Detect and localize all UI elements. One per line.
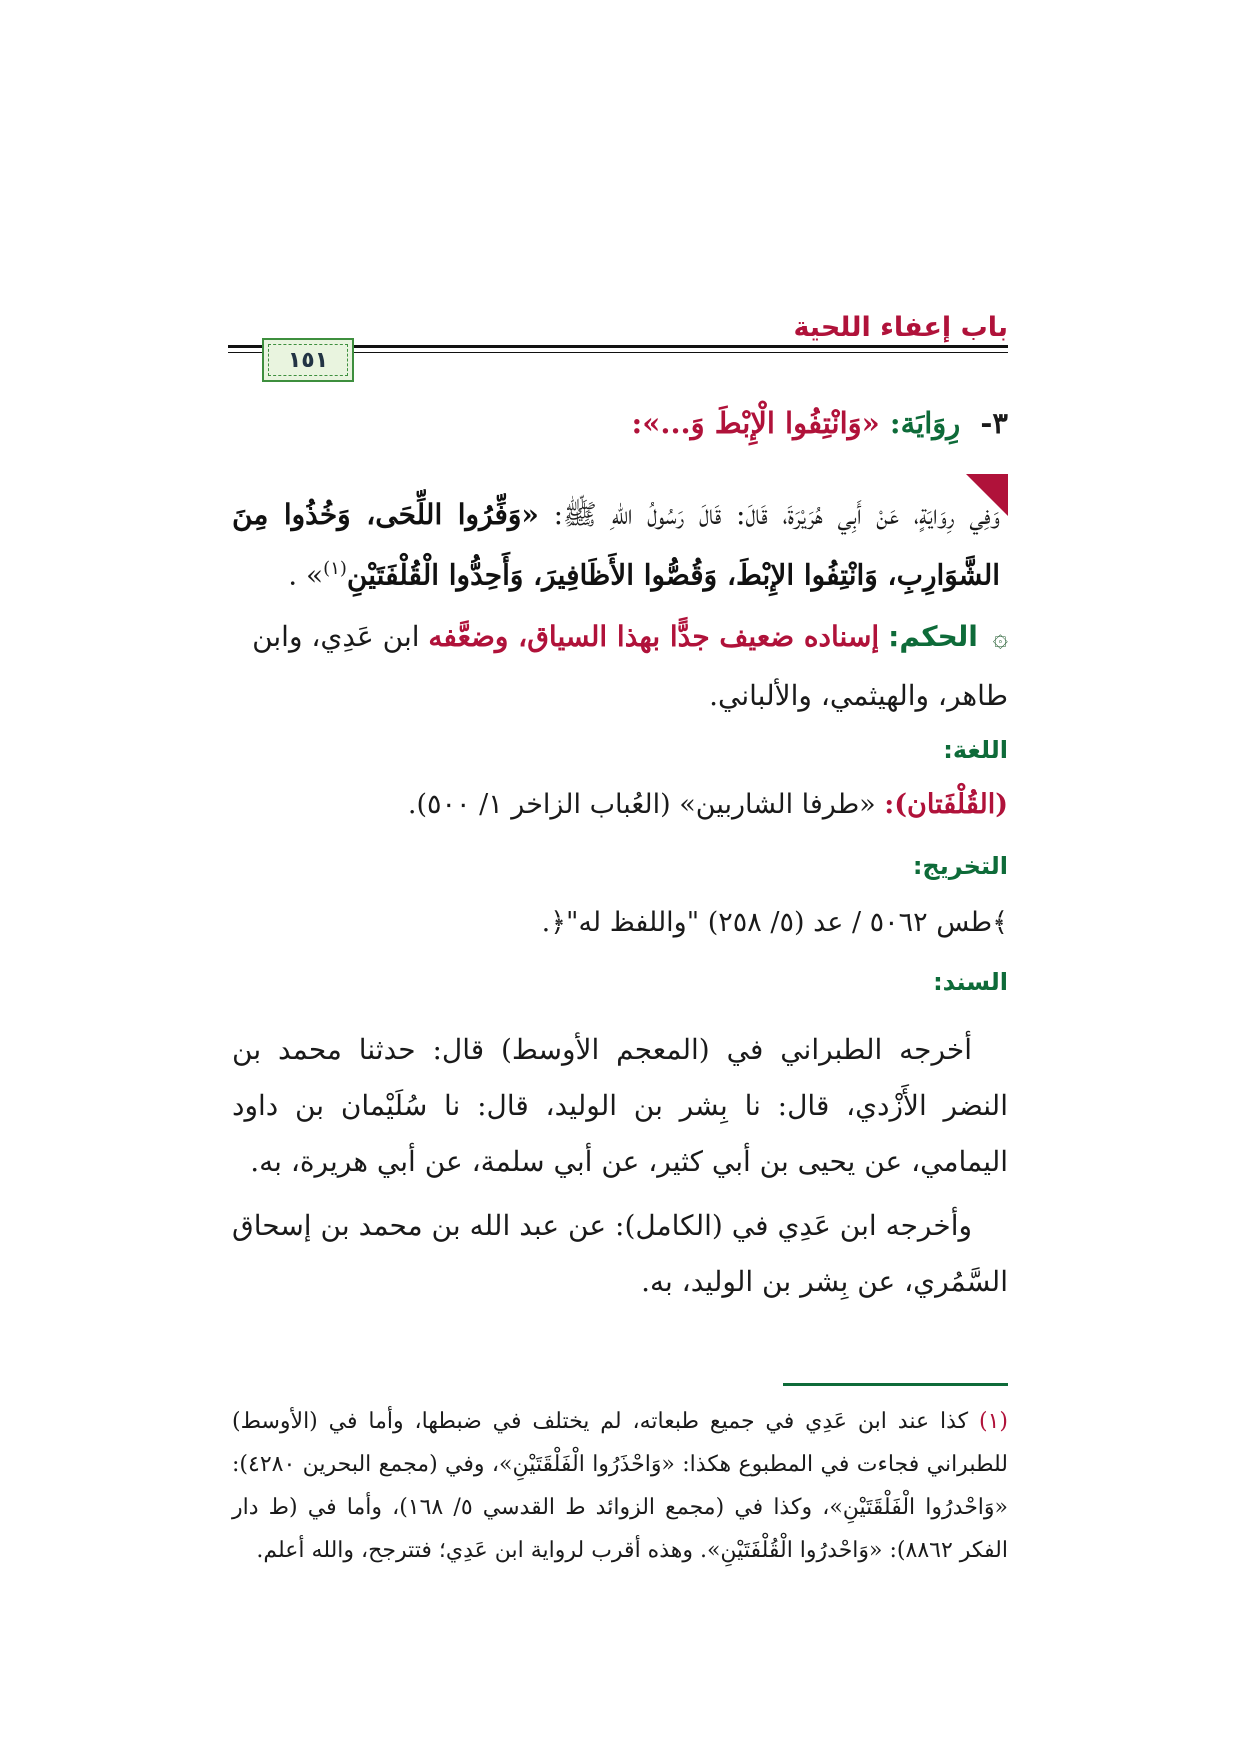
takhrij-line: ﴾طس ٥٠٦٢ / عد (٥/ ٢٥٨) "واللفظ له"﴿. bbox=[541, 907, 1008, 938]
page-number-badge bbox=[262, 338, 354, 382]
hadith-footnote-ref: (١) bbox=[323, 558, 347, 579]
sanad-paragraph-1: أخرجه الطبراني في (المعجم الأوسط) قال: حدثنا محمد بن النضر الأَزْدي، قال: نا بِشر بن الوليد، قال: نا سُلَيْمان بن داود اليمامي، عن يحيى بن أبي كثير، عن أبي سلمة، عن أبي هريرة، به. bbox=[232, 1033, 1008, 1178]
hadith-closing: » . bbox=[288, 558, 324, 592]
ruling-verdict: إسناده ضعيف جدًّا بهذا السياق، وضعَّفه bbox=[428, 620, 880, 653]
ruling-block bbox=[232, 608, 1008, 725]
section-heading bbox=[632, 406, 1008, 440]
hadith-matn: «وَفِّرُوا اللِّحَى، وَخُذُوا مِنَ الشَّوَارِبِ، وَانْتِفُوا الإِبْطَ، وَقُصُّوا الأَظَافِيرَ، وَأَحِدُّوا الْقُلْفَتَيْنِ bbox=[232, 498, 1000, 592]
hadith-text bbox=[232, 488, 1000, 602]
page-number: ١٥١ bbox=[287, 347, 329, 373]
language-line bbox=[232, 780, 1008, 830]
chapter-title: باب إعفاء اللحية bbox=[793, 312, 1008, 343]
sanad-paragraph-2: وأخرجه ابن عَدِي في (الكامل): عن عبد الله بن محمد بن إسحاق السَّمُري، عن بِشر بن الوليد، به. bbox=[232, 1209, 1008, 1298]
header-rule-top bbox=[354, 345, 1008, 348]
footnote-number: (١) bbox=[979, 1409, 1009, 1434]
section-label: رِوَايَة: bbox=[889, 406, 961, 440]
sanad-heading: السند: bbox=[933, 968, 1008, 996]
footnote-separator bbox=[783, 1383, 1008, 1386]
language-heading: اللغة: bbox=[943, 736, 1008, 764]
footnote-text: كذا عند ابن عَدِي في جميع طبعاته، لم يختلف في ضبطها، وأما في (الأوسط) للطبراني فجاءت في المطبوع هكذا: «وَاحْذَرُوا الْفَلْقَتَيْنِ»، وفي (مجمع البحرين ٤٢٨٠): «وَاحْدرُوا الْفَلْقَتَيْنِ»، وكذا في (مجمع الزوائد ط القدسي ٥/ ١٦٨)، وأما في (ط دار الفكر ٨٨٦٢): «وَاحْدرُوا الْقُلْفَتَيْنِ». وهذه أقرب لرواية ابن عَدِي؛ فتترجح، والله أعلم. bbox=[232, 1409, 1009, 1563]
footnote bbox=[232, 1400, 1008, 1572]
header-rule-left-top bbox=[228, 345, 262, 348]
language-definition: «طرفا الشاربين» (العُباب الزاخر ١/ ٥٠٠). bbox=[407, 789, 876, 820]
ruling-rest: ابن عَدِي، وابن طاهر، والهيثمي، والألباني. bbox=[252, 620, 1008, 712]
takhrij-heading: التخريج: bbox=[912, 852, 1008, 880]
section-number: ٣- bbox=[980, 406, 1008, 440]
ruling-label: الحكم: bbox=[888, 620, 978, 653]
hadith-intro: وَفِي رِوَايَةٍ، عَنْ أَبِي هُرَيْرَةَ، قَالَ: قَالَ رَسُولُ اللهِ ﷺ: bbox=[553, 498, 1000, 531]
language-term: (القُلْفَتان): bbox=[884, 789, 1008, 820]
header-rule-bottom bbox=[354, 352, 1008, 353]
flower-ornament-icon: ۞ bbox=[992, 623, 1008, 653]
header-rule-left-bottom bbox=[228, 352, 262, 353]
section-quote: «وَانْتِفُوا الْإِبْطَ وَ...»: bbox=[631, 406, 880, 440]
